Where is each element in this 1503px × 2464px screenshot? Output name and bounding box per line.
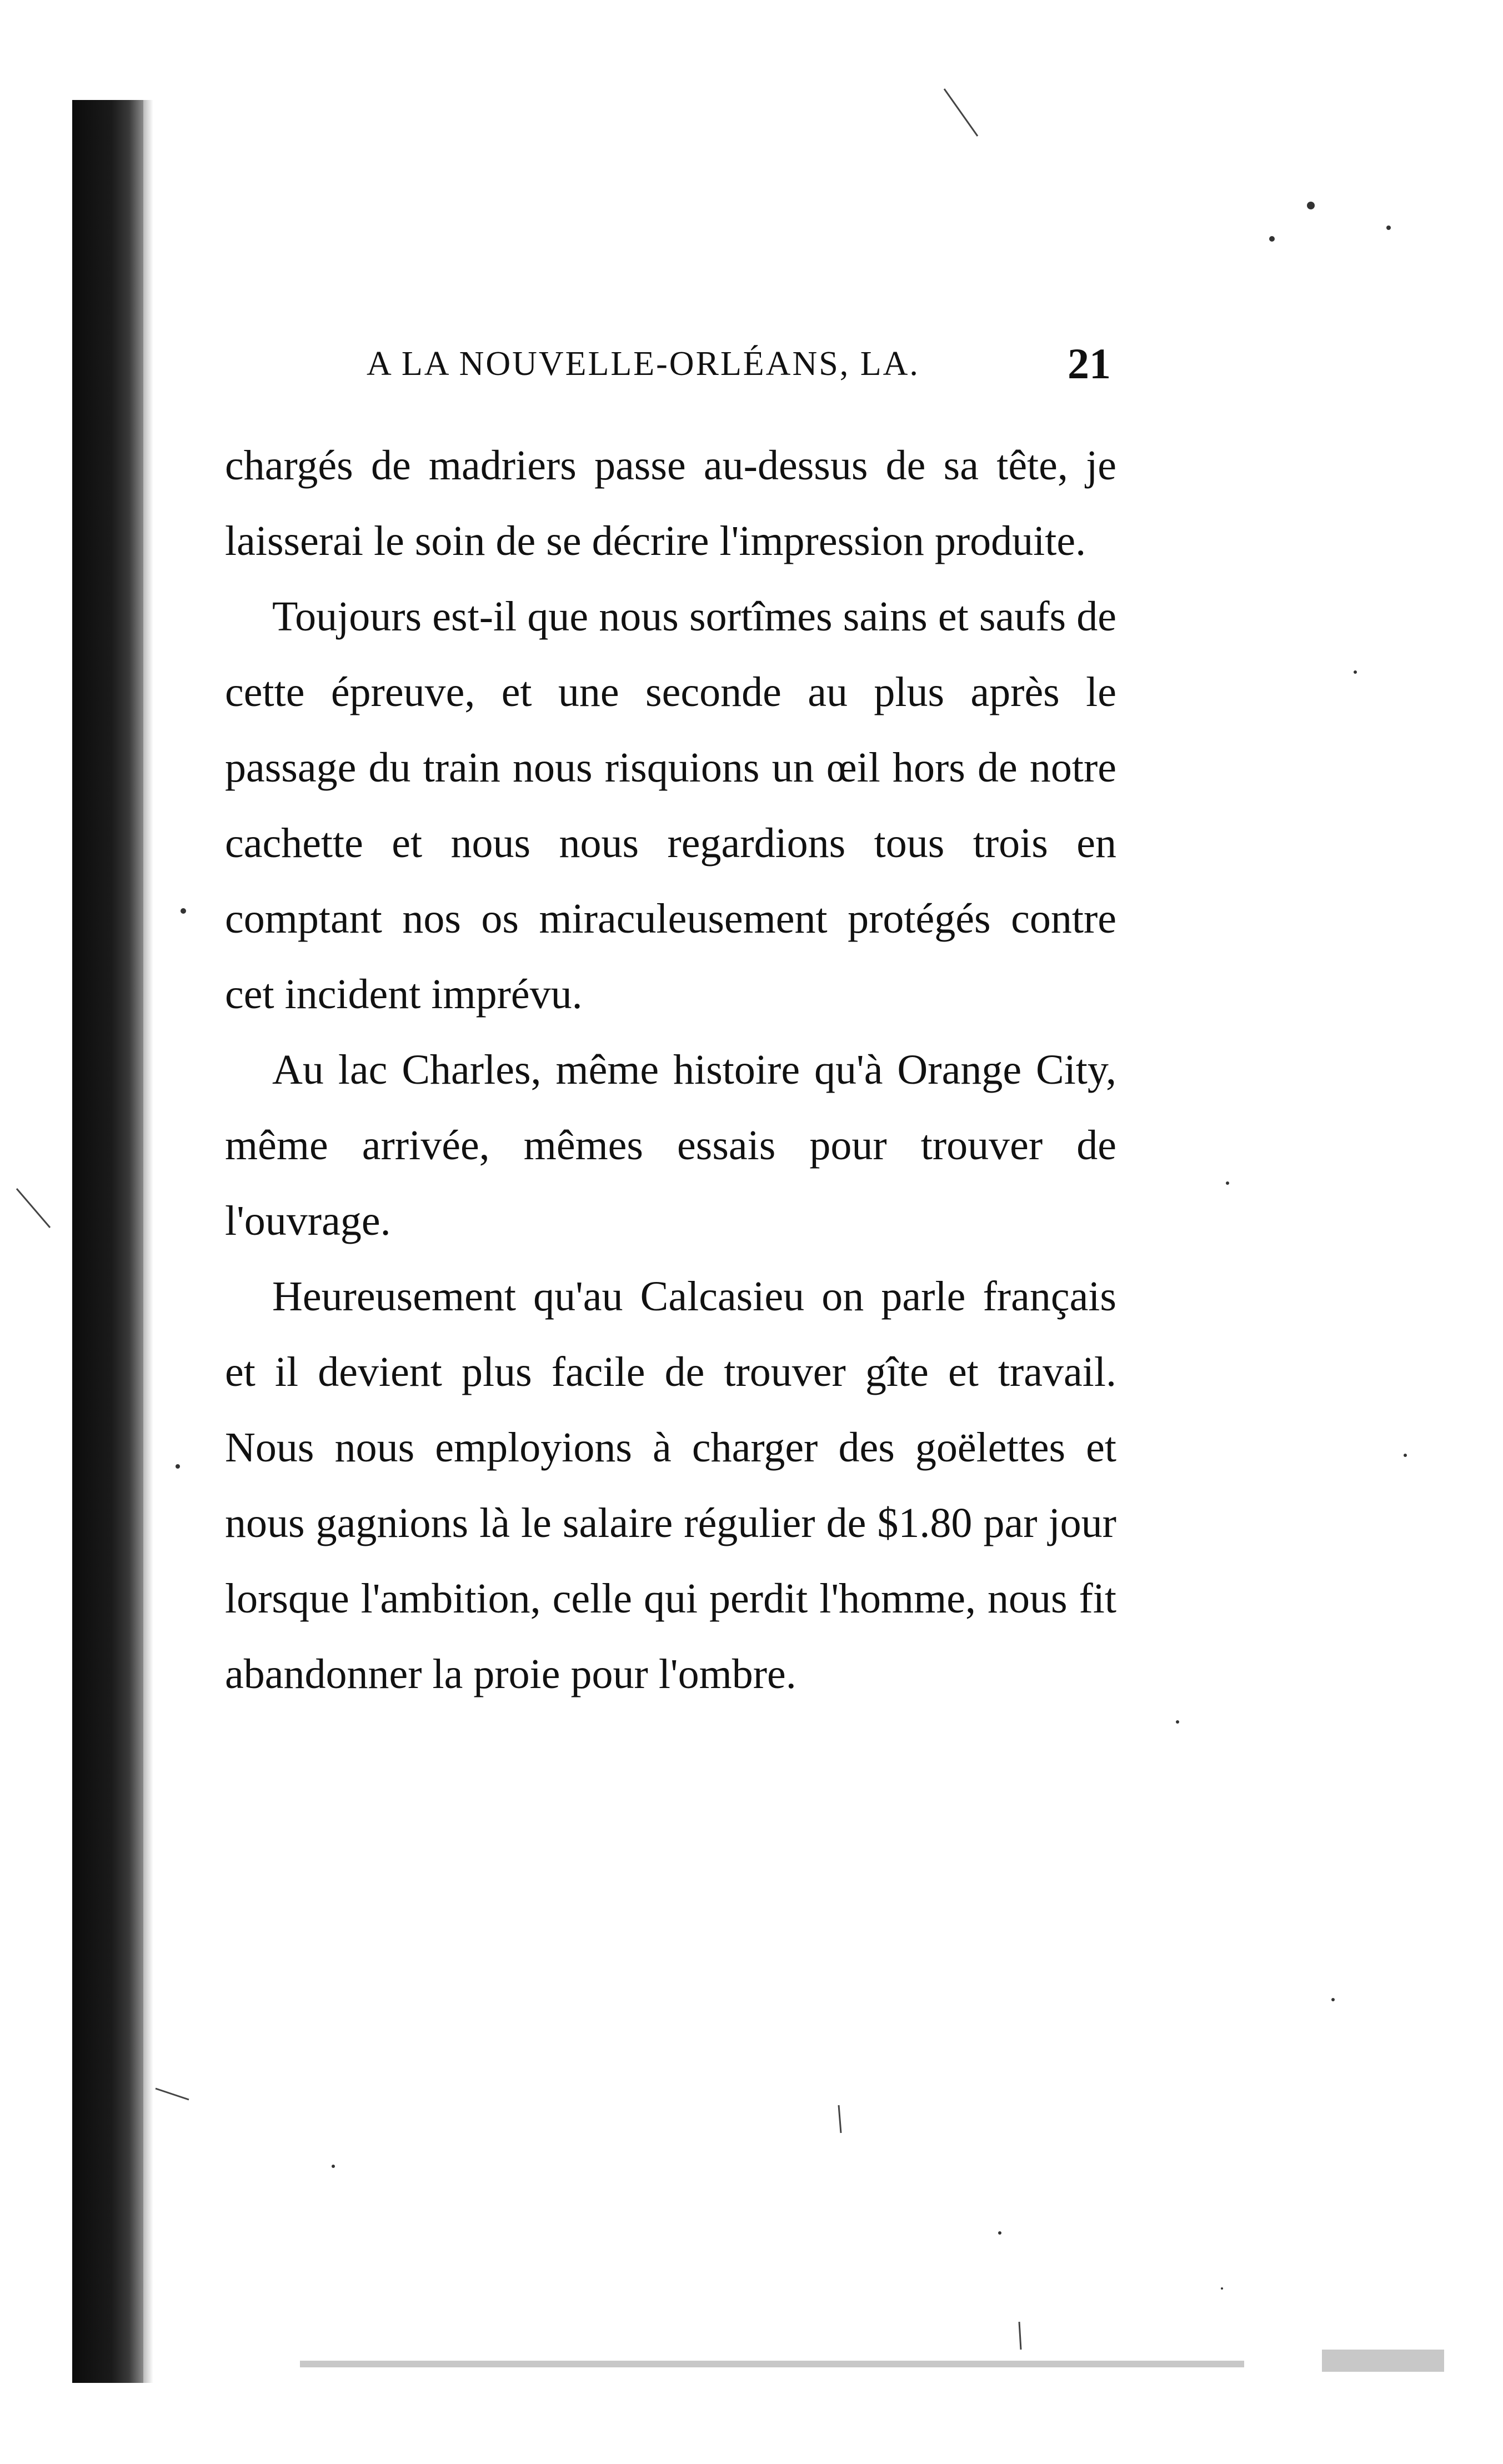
paragraph: Au lac Charles, même histoire qu'à Orange City, même arrivée, mêmes essais pour trouver de l'ouvrage.	[225, 1046, 1116, 1244]
paragraph: Heureusement qu'au Calcasieu on parle français et il devient plus facile de trouver gîte et travail. Nous nous employions à charger des goëlettes et nous gagnions là le salaire régulier de $1.80 par jour lorsque l'ambition, celle qui perdit l'homme, nous fit abandonner la proie pour l'ombre.	[225, 1273, 1116, 1697]
paragraph: chargés de madriers passe au-dessus de sa tête, je laisserai le soin de se décrire l'impression produite.	[225, 442, 1116, 564]
text-body	[225, 428, 1116, 1712]
paragraph: Toujours est-il que nous sortîmes sains et saufs de cette épreuve, et une seconde au plus après le passage du train nous risquions un œil hors de notre cachette et nous nous regardions tous trois en comptant nos os miraculeusement protégés contre cet incident imprévu.	[225, 593, 1116, 1018]
page-number: 21	[1068, 339, 1111, 388]
running-head: A LA NOUVELLE-ORLÉANS, LA.	[367, 345, 920, 383]
page-header	[367, 339, 1111, 389]
